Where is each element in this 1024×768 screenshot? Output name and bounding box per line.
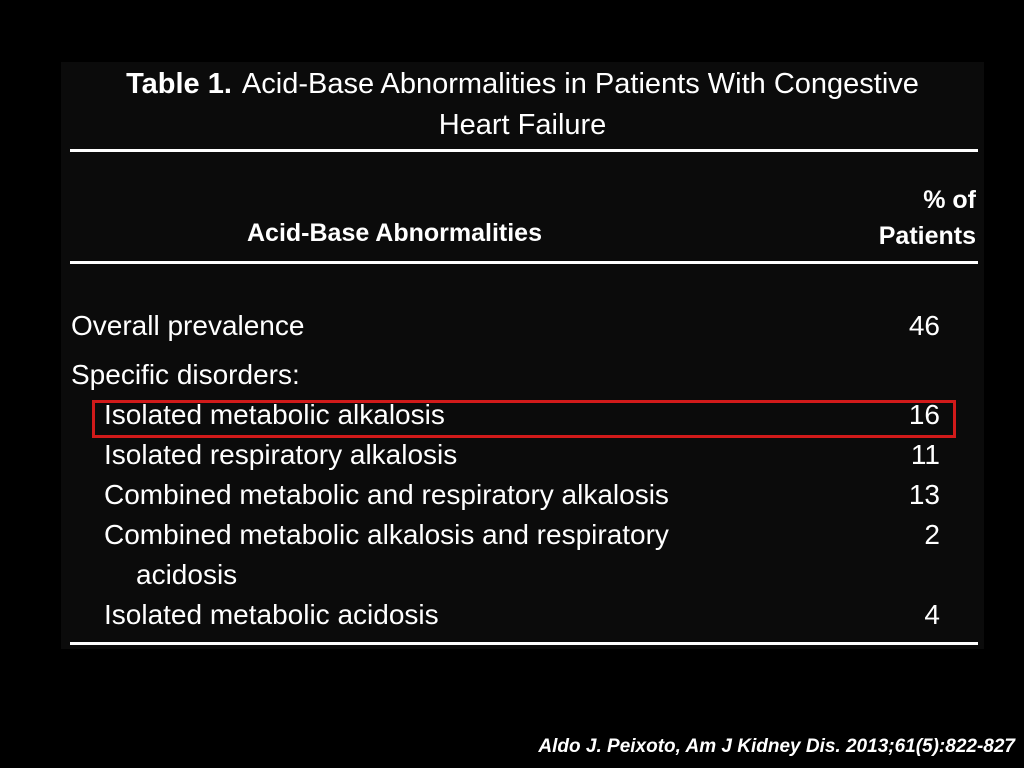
column-header-percent-line2: Patients bbox=[878, 222, 976, 250]
row-value: 16 bbox=[908, 399, 940, 430]
table-panel bbox=[61, 62, 984, 649]
column-header-abnormalities: Acid-Base Abnormalities bbox=[247, 219, 542, 247]
row-value: 13 bbox=[908, 479, 940, 510]
row-value: 4 bbox=[924, 599, 940, 630]
row-label: Isolated metabolic alkalosis bbox=[104, 399, 445, 430]
row-label-continued: acidosis bbox=[136, 559, 238, 590]
table-title bbox=[61, 64, 984, 146]
bottom-rule bbox=[70, 642, 978, 645]
highlight-box bbox=[92, 400, 956, 438]
table-label: Table 1. bbox=[126, 68, 232, 100]
row-label: Overall prevalence bbox=[71, 310, 305, 341]
row-value: 46 bbox=[908, 310, 940, 341]
header-rule bbox=[70, 261, 978, 264]
column-header-percent bbox=[836, 182, 976, 254]
row-label: Isolated metabolic acidosis bbox=[104, 599, 439, 630]
row-value: 2 bbox=[924, 519, 940, 550]
table-title-line2: Heart Failure bbox=[438, 109, 607, 141]
row-label: Specific disorders: bbox=[71, 359, 300, 390]
row-value: 11 bbox=[910, 439, 940, 470]
top-rule bbox=[70, 149, 978, 152]
table-title-line1: Acid-Base Abnormalities in Patients With Congestive bbox=[241, 68, 919, 100]
row-label: Combined metabolic and respiratory alkalosis bbox=[104, 479, 669, 510]
citation: Aldo J. Peixoto, Am J Kidney Dis. 2013;61(5):822-827 bbox=[538, 736, 1015, 757]
column-header-percent-line1: % of bbox=[923, 186, 976, 214]
row-label: Isolated respiratory alkalosis bbox=[104, 439, 458, 470]
row-label: Combined metabolic alkalosis and respiratory bbox=[104, 519, 669, 550]
